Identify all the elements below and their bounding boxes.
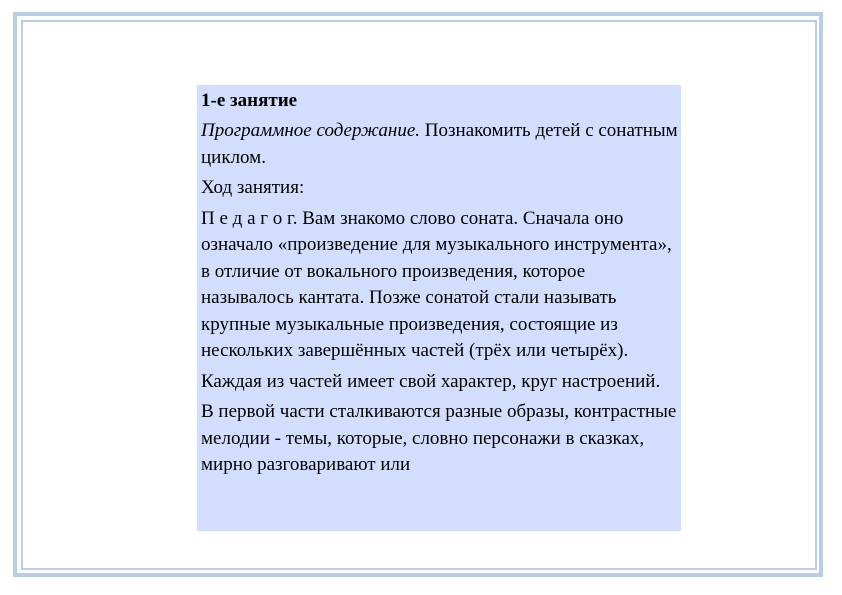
- slide-text-box: [197, 85, 681, 531]
- program-paragraph: [201, 118, 678, 171]
- program-label: Программное содержание.: [201, 120, 421, 141]
- course-label: Ход занятия:: [201, 177, 305, 198]
- teacher-paragraph: П е д а г о г. Вам знакомо слово соната. Сначала оно означало «произведение для музыкального инструмента», в отличие от вокального произведения, которое называлось кантата. Позже сонатой стали называть крупные музыкальные произведения, состоящие из нескольких завершённых частей (трёх или четырёх).: [201, 207, 672, 361]
- lesson-heading: 1-е занятие: [201, 90, 298, 111]
- parts-paragraph: Каждая из частей имеет свой характер, круг настроений.: [201, 370, 661, 392]
- program-text: Познакомить детей с сонатным циклом.: [201, 120, 678, 168]
- first-part-paragraph: В первой части сталкиваются разные образы, контрастные мелодии - темы, которые, словно персонажи в сказках, мирно разговаривают или: [201, 401, 677, 475]
